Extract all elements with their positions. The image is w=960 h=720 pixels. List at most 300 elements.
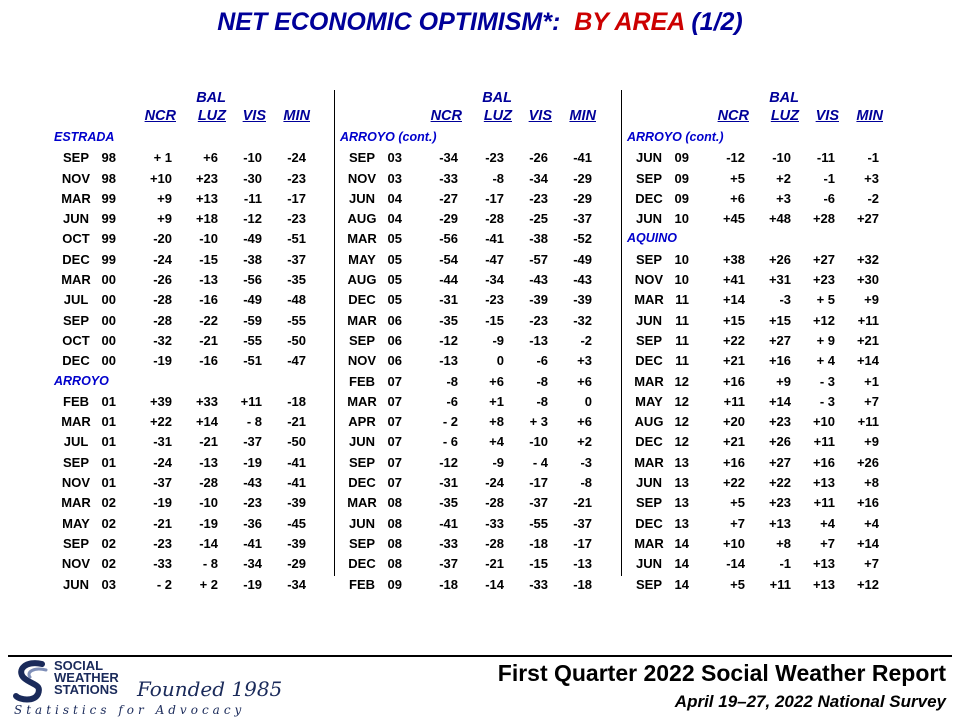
table-row xyxy=(338,453,620,473)
value-vis: -11 xyxy=(816,150,835,166)
survey-month: DEC xyxy=(62,353,90,369)
survey-month: SEP xyxy=(635,495,662,511)
value-ncr: -56 xyxy=(439,231,458,247)
survey-month: SEP xyxy=(348,535,375,551)
survey-month: JUL xyxy=(63,434,89,450)
value-min: -17 xyxy=(573,535,592,551)
value-vis: +4 xyxy=(820,515,835,531)
value-ncr: +5 xyxy=(730,495,745,511)
table-panel-2 xyxy=(338,90,620,595)
value-vis: -10 xyxy=(243,150,262,166)
value-luz: -34 xyxy=(485,272,504,288)
value-luz: +11 xyxy=(769,576,791,592)
value-min: -17 xyxy=(287,190,306,206)
value-vis: +13 xyxy=(812,576,835,592)
value-ncr: -6 xyxy=(446,393,458,409)
value-min: -1 xyxy=(867,150,879,166)
value-ncr: -33 xyxy=(153,556,172,572)
value-vis: -13 xyxy=(529,332,548,348)
value-min: -3 xyxy=(580,454,592,470)
value-min: +14 xyxy=(856,535,879,551)
value-ncr: -21 xyxy=(153,515,172,531)
survey-month: DEC xyxy=(62,251,90,267)
table-row xyxy=(338,372,620,392)
value-luz: +9 xyxy=(776,373,791,389)
table-row xyxy=(52,412,334,432)
value-luz: +27 xyxy=(768,454,791,470)
value-ncr: -33 xyxy=(439,170,458,186)
survey-year: 13 xyxy=(674,495,689,511)
column-header-bal: BAL xyxy=(196,90,226,106)
value-min: +32 xyxy=(856,251,879,267)
value-luz: -28 xyxy=(485,535,504,551)
value-luz: +23 xyxy=(768,414,791,430)
table-row xyxy=(625,351,907,371)
survey-year: 09 xyxy=(387,576,402,592)
section-label: ESTRADA xyxy=(54,130,115,144)
value-min: -35 xyxy=(287,272,306,288)
value-vis: - 4 xyxy=(532,454,548,470)
table-row xyxy=(52,169,334,189)
value-vis: -12 xyxy=(243,211,262,227)
value-ncr: -27 xyxy=(439,190,458,206)
table-row xyxy=(52,351,334,371)
value-vis: -55 xyxy=(243,332,262,348)
value-min: +11 xyxy=(857,414,879,430)
value-min: -39 xyxy=(287,535,306,551)
value-luz: -21 xyxy=(485,556,504,572)
value-ncr: +38 xyxy=(722,251,745,267)
survey-month: JUN xyxy=(348,515,375,531)
value-ncr: +39 xyxy=(149,393,172,409)
value-vis: -6 xyxy=(823,190,835,206)
value-vis: -43 xyxy=(529,272,548,288)
value-vis: -56 xyxy=(243,272,262,288)
value-vis: + 5 xyxy=(816,292,835,308)
table-row xyxy=(338,250,620,270)
value-min: +12 xyxy=(856,576,879,592)
value-min: -55 xyxy=(287,312,306,328)
value-ncr: +22 xyxy=(722,332,745,348)
value-ncr: +14 xyxy=(722,292,745,308)
value-luz: -16 xyxy=(199,292,218,308)
value-min: -21 xyxy=(287,414,306,430)
value-ncr: +7 xyxy=(730,515,745,531)
value-ncr: -19 xyxy=(153,353,172,369)
value-min: -32 xyxy=(573,312,592,328)
value-min: -47 xyxy=(287,353,306,369)
survey-month: AUG xyxy=(347,211,377,227)
value-min: -50 xyxy=(287,332,306,348)
survey-month: MAR xyxy=(634,292,664,308)
survey-month: DEC xyxy=(635,353,663,369)
section-label: AQUINO xyxy=(627,231,677,246)
survey-month: FEB xyxy=(63,393,89,409)
value-luz: +6 xyxy=(489,373,504,389)
value-luz: -8 xyxy=(492,170,504,186)
survey-year: 02 xyxy=(101,495,116,511)
value-ncr: -24 xyxy=(153,454,172,470)
section-label-row xyxy=(52,128,334,148)
value-vis: +11 xyxy=(240,393,262,409)
value-ncr: -33 xyxy=(439,535,458,551)
value-vis: -57 xyxy=(529,251,548,267)
survey-year: 13 xyxy=(674,475,689,491)
value-ncr: -14 xyxy=(726,556,745,572)
value-ncr: -41 xyxy=(439,515,458,531)
report-title: First Quarter 2022 Social Weather Report xyxy=(497,660,946,686)
value-luz: +18 xyxy=(195,211,218,227)
survey-year: 99 xyxy=(101,211,116,227)
value-luz: -33 xyxy=(485,515,504,531)
table-row xyxy=(625,148,907,168)
column-header-ncr: NCR xyxy=(430,108,462,124)
value-min: +7 xyxy=(864,556,879,572)
value-min: +3 xyxy=(577,353,592,369)
value-vis: +11 xyxy=(813,434,835,450)
survey-year: 14 xyxy=(674,576,689,592)
value-vis: + 4 xyxy=(816,353,835,369)
table-row xyxy=(52,189,334,209)
value-min: +6 xyxy=(577,373,592,389)
table-row xyxy=(625,189,907,209)
logo-text-social: SOCIAL xyxy=(54,658,104,673)
value-luz: -28 xyxy=(485,495,504,511)
value-luz: +14 xyxy=(768,393,791,409)
table-row xyxy=(52,453,334,473)
table-row xyxy=(52,493,334,513)
survey-month: NOV xyxy=(61,170,91,186)
survey-year: 02 xyxy=(101,535,116,551)
survey-year: 01 xyxy=(101,414,116,430)
value-luz: +27 xyxy=(768,332,791,348)
value-ncr: +11 xyxy=(723,393,745,409)
survey-month: DEC xyxy=(635,190,663,206)
value-ncr: -12 xyxy=(726,150,745,166)
survey-month: MAR xyxy=(634,373,664,389)
survey-year: 07 xyxy=(387,475,402,491)
survey-month: SEP xyxy=(62,150,89,166)
table-row xyxy=(52,392,334,412)
value-min: -23 xyxy=(287,170,306,186)
survey-month: JUN xyxy=(635,556,662,572)
column-header-min: MIN xyxy=(283,108,310,124)
value-vis: -15 xyxy=(529,556,548,572)
value-vis: -23 xyxy=(529,190,548,206)
value-luz: -13 xyxy=(199,272,218,288)
value-luz: -15 xyxy=(199,251,218,267)
survey-year: 07 xyxy=(387,434,402,450)
value-luz: +26 xyxy=(768,251,791,267)
value-min: -2 xyxy=(867,190,879,206)
value-min: -52 xyxy=(573,231,592,247)
survey-month: DEC xyxy=(348,556,376,572)
survey-month: SEP xyxy=(635,332,662,348)
value-min: +16 xyxy=(856,495,879,511)
value-luz: -41 xyxy=(485,231,504,247)
value-vis: -11 xyxy=(243,190,262,206)
value-min: +1 xyxy=(864,373,879,389)
value-ncr: -35 xyxy=(439,495,458,511)
survey-month: MAR xyxy=(347,393,377,409)
survey-year: 03 xyxy=(101,576,116,592)
table-row xyxy=(338,331,620,351)
value-vis: +13 xyxy=(812,475,835,491)
value-vis: -55 xyxy=(529,515,548,531)
value-luz: -14 xyxy=(485,576,504,592)
survey-month: SEP xyxy=(348,150,375,166)
value-vis: - 3 xyxy=(819,393,835,409)
survey-month: DEC xyxy=(348,475,376,491)
survey-month: SEP xyxy=(635,576,662,592)
value-luz: -10 xyxy=(772,150,791,166)
value-ncr: +45 xyxy=(722,211,745,227)
survey-year: 02 xyxy=(101,556,116,572)
value-vis: -30 xyxy=(243,170,262,186)
value-vis: -33 xyxy=(529,576,548,592)
value-vis: +16 xyxy=(812,454,835,470)
value-luz: +33 xyxy=(195,393,218,409)
column-header-vis: VIS xyxy=(242,108,266,124)
value-vis: -26 xyxy=(529,150,548,166)
value-min: -39 xyxy=(287,495,306,511)
value-luz: +16 xyxy=(768,353,791,369)
table-row xyxy=(52,311,334,331)
survey-year: 00 xyxy=(101,353,116,369)
survey-month: NOV xyxy=(347,353,377,369)
value-vis: -43 xyxy=(243,475,262,491)
survey-month: SEP xyxy=(62,535,89,551)
survey-year: 07 xyxy=(387,414,402,430)
survey-month: SEP xyxy=(62,454,89,470)
footer-divider xyxy=(8,655,952,657)
table-row xyxy=(52,270,334,290)
value-luz: -10 xyxy=(199,231,218,247)
value-vis: -51 xyxy=(243,353,262,369)
survey-year: 06 xyxy=(387,353,402,369)
survey-month: JUN xyxy=(62,211,89,227)
value-ncr: -31 xyxy=(439,475,458,491)
survey-month: SEP xyxy=(635,170,662,186)
table-row xyxy=(625,331,907,351)
table-row xyxy=(625,392,907,412)
value-min: -29 xyxy=(573,170,592,186)
value-vis: -8 xyxy=(536,393,548,409)
value-luz: -3 xyxy=(779,292,791,308)
survey-year: 01 xyxy=(101,393,116,409)
section-label: ARROYO xyxy=(54,373,109,388)
value-vis: -59 xyxy=(243,312,262,328)
value-min: -18 xyxy=(573,576,592,592)
value-ncr: -13 xyxy=(439,353,458,369)
value-luz: +13 xyxy=(768,515,791,531)
column-header-row xyxy=(52,90,334,128)
value-vis: -36 xyxy=(243,515,262,531)
survey-month: JUN xyxy=(635,211,662,227)
table-row xyxy=(338,432,620,452)
survey-year: 04 xyxy=(387,211,402,227)
table-row xyxy=(52,473,334,493)
survey-year: 12 xyxy=(674,373,689,389)
table-row xyxy=(338,351,620,371)
value-min: +4 xyxy=(864,515,879,531)
value-luz: -28 xyxy=(485,211,504,227)
survey-year: 10 xyxy=(674,272,689,288)
survey-month: NOV xyxy=(61,475,91,491)
survey-month: JUL xyxy=(63,292,89,308)
survey-month: MAY xyxy=(635,393,663,409)
value-ncr: -35 xyxy=(439,312,458,328)
survey-year: 11 xyxy=(675,353,689,369)
survey-year: 99 xyxy=(101,231,116,247)
survey-month: MAR xyxy=(61,272,91,288)
value-vis: -6 xyxy=(536,353,548,369)
column-header-min: MIN xyxy=(569,108,596,124)
survey-year: 98 xyxy=(101,150,116,166)
value-ncr: +9 xyxy=(157,190,172,206)
value-vis: -23 xyxy=(529,312,548,328)
value-luz: +14 xyxy=(195,414,218,430)
survey-year: 99 xyxy=(101,190,116,206)
value-luz: -24 xyxy=(485,475,504,491)
table-row xyxy=(52,534,334,554)
table-row xyxy=(338,493,620,513)
table-panel-3 xyxy=(625,90,907,595)
table-row xyxy=(338,148,620,168)
value-vis: -17 xyxy=(529,475,548,491)
value-luz: -15 xyxy=(485,312,504,328)
survey-year: 03 xyxy=(387,170,402,186)
table-row xyxy=(338,473,620,493)
survey-month: JUN xyxy=(348,434,375,450)
column-header-bal: BAL xyxy=(769,90,799,106)
table-row xyxy=(52,331,334,351)
table-row xyxy=(338,534,620,554)
value-ncr: - 6 xyxy=(442,434,458,450)
value-ncr: +16 xyxy=(722,373,745,389)
value-min: 0 xyxy=(584,393,592,409)
value-min: -8 xyxy=(580,475,592,491)
column-header-vis: VIS xyxy=(528,108,552,124)
survey-year: 01 xyxy=(101,475,116,491)
value-min: -41 xyxy=(573,150,592,166)
survey-year: 08 xyxy=(387,495,402,511)
column-header-min: MIN xyxy=(856,108,883,124)
section-label: ARROYO (cont.) xyxy=(627,130,724,144)
table-row xyxy=(52,229,334,249)
survey-month: JUN xyxy=(348,190,375,206)
table-row xyxy=(338,209,620,229)
value-luz: -17 xyxy=(485,190,504,206)
value-min: -43 xyxy=(573,272,592,288)
survey-year: 12 xyxy=(674,393,689,409)
value-ncr: +10 xyxy=(149,170,172,186)
survey-year: 05 xyxy=(387,272,402,288)
value-vis: -49 xyxy=(243,231,262,247)
table-row xyxy=(338,554,620,574)
value-luz: + 2 xyxy=(199,576,218,592)
value-min: -48 xyxy=(287,292,306,308)
survey-year: 09 xyxy=(674,150,689,166)
value-ncr: - 2 xyxy=(156,576,172,592)
survey-year: 05 xyxy=(387,231,402,247)
value-ncr: -32 xyxy=(153,332,172,348)
value-min: +2 xyxy=(577,434,592,450)
value-vis: + 3 xyxy=(529,414,548,430)
value-luz: +1 xyxy=(489,393,504,409)
value-vis: - 8 xyxy=(246,414,262,430)
logo-tagline: Statistics for Advocacy xyxy=(14,703,246,717)
survey-year: 00 xyxy=(101,272,116,288)
value-luz: -23 xyxy=(485,150,504,166)
value-vis: -19 xyxy=(243,576,262,592)
value-luz: +13 xyxy=(195,190,218,206)
survey-month: DEC xyxy=(635,434,663,450)
value-luz: +31 xyxy=(768,272,791,288)
section-label-row xyxy=(52,372,334,392)
table-row xyxy=(338,229,620,249)
survey-month: DEC xyxy=(635,515,663,531)
value-ncr: -31 xyxy=(439,292,458,308)
value-min: -18 xyxy=(287,393,306,409)
value-ncr: -37 xyxy=(439,556,458,572)
value-min: +14 xyxy=(856,353,879,369)
table-row xyxy=(338,290,620,310)
value-luz: +22 xyxy=(768,475,791,491)
page-title xyxy=(0,8,960,37)
survey-year: 13 xyxy=(674,515,689,531)
column-header-row xyxy=(338,90,620,128)
table-row xyxy=(625,534,907,554)
survey-month: NOV xyxy=(634,272,664,288)
survey-month: OCT xyxy=(62,332,90,348)
table-row xyxy=(52,148,334,168)
value-ncr: -12 xyxy=(439,454,458,470)
survey-month: MAR xyxy=(61,495,91,511)
table-row xyxy=(625,575,907,595)
value-luz: -21 xyxy=(199,332,218,348)
value-vis: -18 xyxy=(529,535,548,551)
table-row xyxy=(625,209,907,229)
survey-year: 08 xyxy=(387,556,402,572)
value-min: +8 xyxy=(864,475,879,491)
value-min: -13 xyxy=(573,556,592,572)
value-luz: +48 xyxy=(768,211,791,227)
value-min: -21 xyxy=(573,495,592,511)
value-vis: - 3 xyxy=(819,373,835,389)
survey-dates: April 19–27, 2022 National Survey xyxy=(674,692,946,711)
logo-text-stations: STATIONS xyxy=(54,682,118,697)
value-min: -41 xyxy=(287,475,306,491)
value-vis: +23 xyxy=(812,272,835,288)
table-row xyxy=(338,169,620,189)
value-min: +30 xyxy=(856,272,879,288)
survey-year: 02 xyxy=(101,515,116,531)
survey-month: NOV xyxy=(347,170,377,186)
value-min: -39 xyxy=(573,292,592,308)
survey-month: JUN xyxy=(635,475,662,491)
survey-year: 09 xyxy=(674,190,689,206)
survey-year: 07 xyxy=(387,373,402,389)
value-luz: -21 xyxy=(199,434,218,450)
table-row xyxy=(625,290,907,310)
logo-founded: Founded 1985 xyxy=(137,677,283,701)
value-luz: -22 xyxy=(199,312,218,328)
table-row xyxy=(625,412,907,432)
value-vis: -1 xyxy=(823,170,835,186)
column-header-luz: LUZ xyxy=(197,108,226,124)
value-luz: - 8 xyxy=(202,556,218,572)
